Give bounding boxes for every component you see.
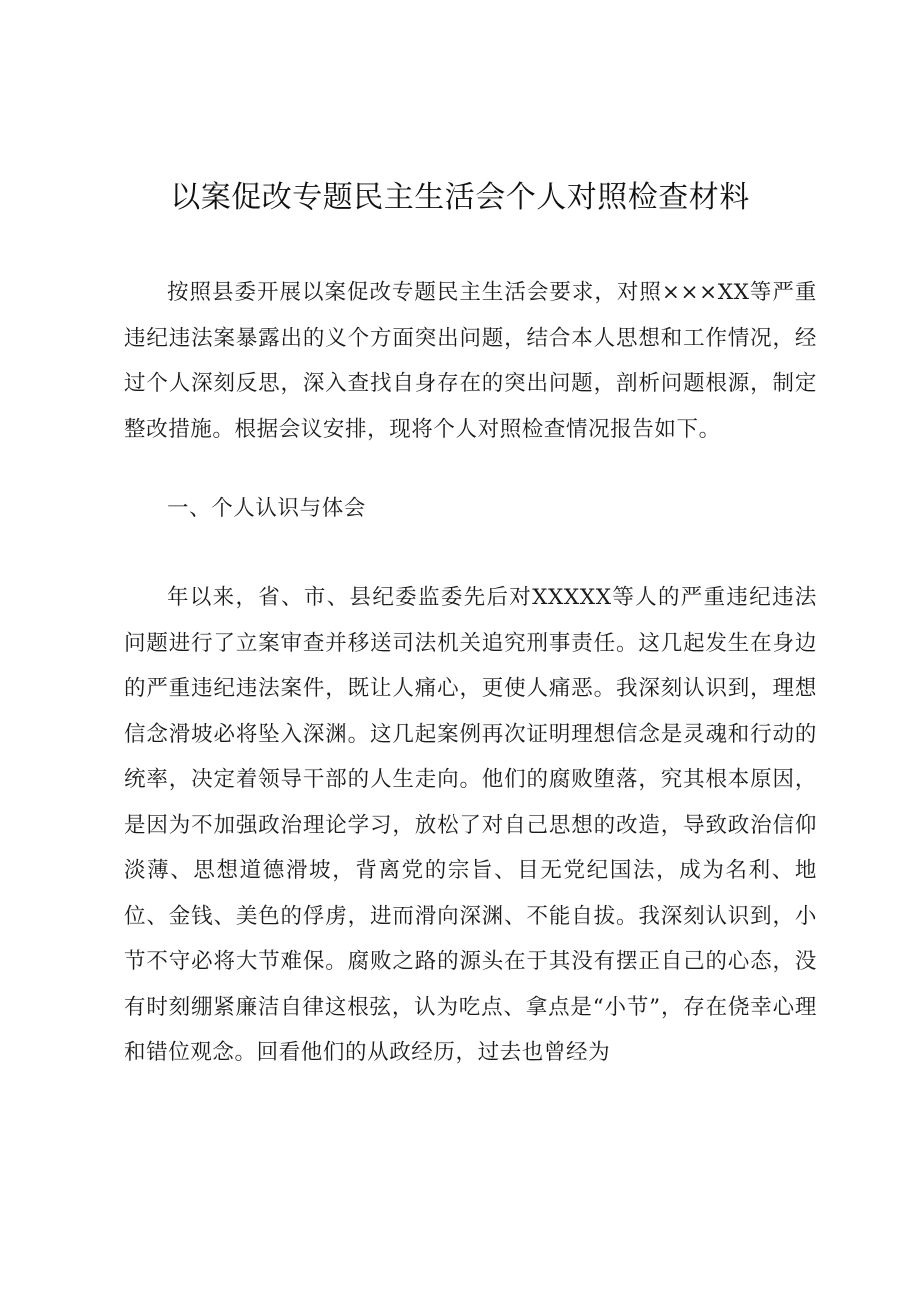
- document-title: 以案促改专题民主生活会个人对照检查材料: [170, 180, 750, 215]
- section-heading: 一、个人认识与体会: [167, 496, 366, 521]
- body-paragraph: 年以来，省、市、县纪委监委先后对XXXXX等人的严重违纪违法问题进行了立案审查并移送司法机关追究刑事责任。这几起发生在身边的严重违纪违法案件，既让人痛心，更使人痛恶。我深刻认识到，理想信念滑坡必将坠入深渊。这几起案例再次证明理想信念是灵魂和行动的统率，决定着领导干部的人生走向。他们的腐败堕落，究其根本原因，是因为不加强政治理论学习，放松了对自己思想的改造，导致政治信仰淡薄、思想道德滑坡，背离党的宗旨、目无党纪国法，成为名利、地位、金钱、美色的俘虏，进而滑向深渊、不能自拔。我深刻认识到，小节不守必将大节难保。腐败之路的源头在于其没有摆正自己的心态，没有时刻绷紧廉洁自律这根弦，认为吃点、拿点是“小节”，存在侥幸心理和错位观念。回看他们的从政经历，过去也曾经为: [124, 585, 817, 1065]
- intro-paragraph: 按照县委开展以案促改专题民主生活会要求，对照×××XX等严重违纪违法案暴露出的义个方面突出问题，结合本人思想和工作情况，经过个人深刻反思，深入查找自身存在的突出问题，剖析问题根源，制定整改措施。根据会议安排，现将个人对照检查情况报告如下。: [124, 280, 817, 442]
